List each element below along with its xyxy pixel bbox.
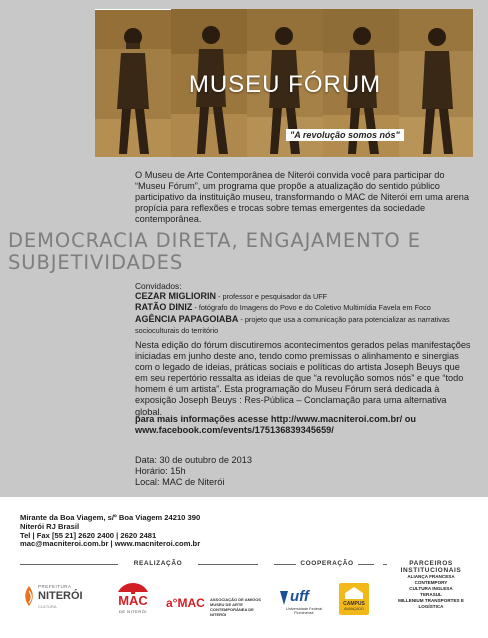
partner-item: CULTURA INGLESA (409, 586, 453, 591)
guest-desc: - professor e pesquisador da UFF (216, 292, 328, 302)
amigos-mac-logo: a°MAC ASSOCIAÇÃO DE AMIGOS MUSEU DE ARTE CONTEMPORÂNEA DE NITERÓI (166, 596, 261, 617)
guest-name: AGÊNCIA PAPAGOIABA (135, 313, 239, 324)
banner-tagline: "A revolução somos nós" (286, 129, 404, 141)
guest-desc: - projeto que usa a comunicação para potencializar as narrativas socioculturais do território (135, 314, 450, 335)
partner-item: TERASUL (420, 592, 442, 597)
intro-paragraph: O Museu de Arte Contemporânea de Niterói convida você para participar do “Museu Fórum”, um programa que propõe a atualização do sentido público participativo da instituição museu, transformando o MAC de Niterói em uma arena propícia para reflexões e trocas sobre temas emergentes da sociedade contemporânea. (135, 170, 469, 225)
event-details (135, 455, 473, 488)
guest-item (135, 314, 473, 336)
niteroi-symbol-icon (22, 586, 36, 606)
guest-name: RATÃO DINIZ (135, 302, 193, 313)
guest-item (135, 302, 473, 313)
facebook-event-link[interactable]: www.facebook.com/events/175136839345659/ (135, 425, 334, 436)
realizacao-divider-right (198, 564, 258, 565)
prefeitura-niteroi-logo: PREFEITURA NITERÓI CULTURA (22, 582, 72, 622)
mac-niteroi-logo: MAC DE NITERÓI (112, 578, 154, 624)
address-line: Tel | Fax [55 21] 2620 2400 | 2620 2481 (20, 530, 157, 540)
guest-name: CEZAR MIGLIORIN (135, 291, 216, 302)
footer-address (20, 514, 240, 549)
event-time: Horário: 15h (135, 466, 186, 477)
partner-item: CONTEMPORY (414, 580, 448, 585)
guests-section (135, 281, 473, 336)
address-line: Mirante da Boa Viagem, s/º Boa Viagem 24210 390 (20, 513, 201, 522)
contact-links[interactable]: mac@macniteroi.com.br | www.macniteroi.com.br (20, 539, 201, 549)
body-paragraph: Nesta edição do fórum discutiremos acontecimentos gerados pelas manifestações iniciadas em junho deste ano, tendo como premissas o alinhamento e sinergias com o legado de ideias, práticas sociais e políticas do artista Joseph Beuys que em seu repertório ressalta as ideias de que “a revolução somos nós” e que “todo homem é um artista”. Esta programação do Museu Fórum será dedicada à exposição Joseph Beuys : Res-Pública – Conclamação para uma alternativa global. (135, 340, 471, 417)
guests-label: Convidados: (135, 281, 182, 291)
parceiros-label: PARCEIROS INSTITUCIONAIS (400, 560, 462, 574)
partner-item: ALIANÇA FRANCESA (407, 574, 455, 579)
realizacao-label: REALIZAÇÃO (133, 560, 183, 567)
address-line: Niterói RJ Brasil (20, 521, 80, 531)
museu-forum-banner (94, 8, 474, 158)
event-place: Local: MAC de Niterói (135, 477, 225, 488)
mac-building-icon (118, 578, 148, 594)
partners-list (387, 574, 475, 610)
guest-desc: - fotógrafo do Imagens do Povo e do Coletivo Multimídia Favela em Foco (192, 303, 431, 313)
campus-avancado-logo: CAMPUS AVANÇADO (339, 583, 369, 615)
more-info (135, 414, 473, 436)
cooperacao-divider-right (358, 564, 374, 565)
partner-item: MILLENIUM TRANSPORTES E LOGÍSTICA (398, 598, 464, 609)
cooperacao-divider-left (274, 564, 296, 565)
realizacao-divider-left (20, 564, 118, 565)
campus-house-icon (345, 587, 363, 599)
uff-logo: uff Universidade Federal Fluminense (276, 590, 330, 620)
event-headline: DEMOCRACIA DIRETA, ENGAJAMENTO E SUBJETIVIDADES (8, 229, 421, 274)
more-info-link[interactable]: para mais informações acesse http://www.macniteroi.com.br/ ou (135, 414, 416, 424)
cooperacao-label: COOPERAÇÃO (300, 560, 354, 567)
uff-symbol-icon (278, 591, 290, 605)
event-date: Data: 30 de outubro de 2013 (135, 455, 252, 465)
guest-item (135, 291, 473, 302)
banner-title: MUSEU FÓRUM (188, 71, 382, 98)
